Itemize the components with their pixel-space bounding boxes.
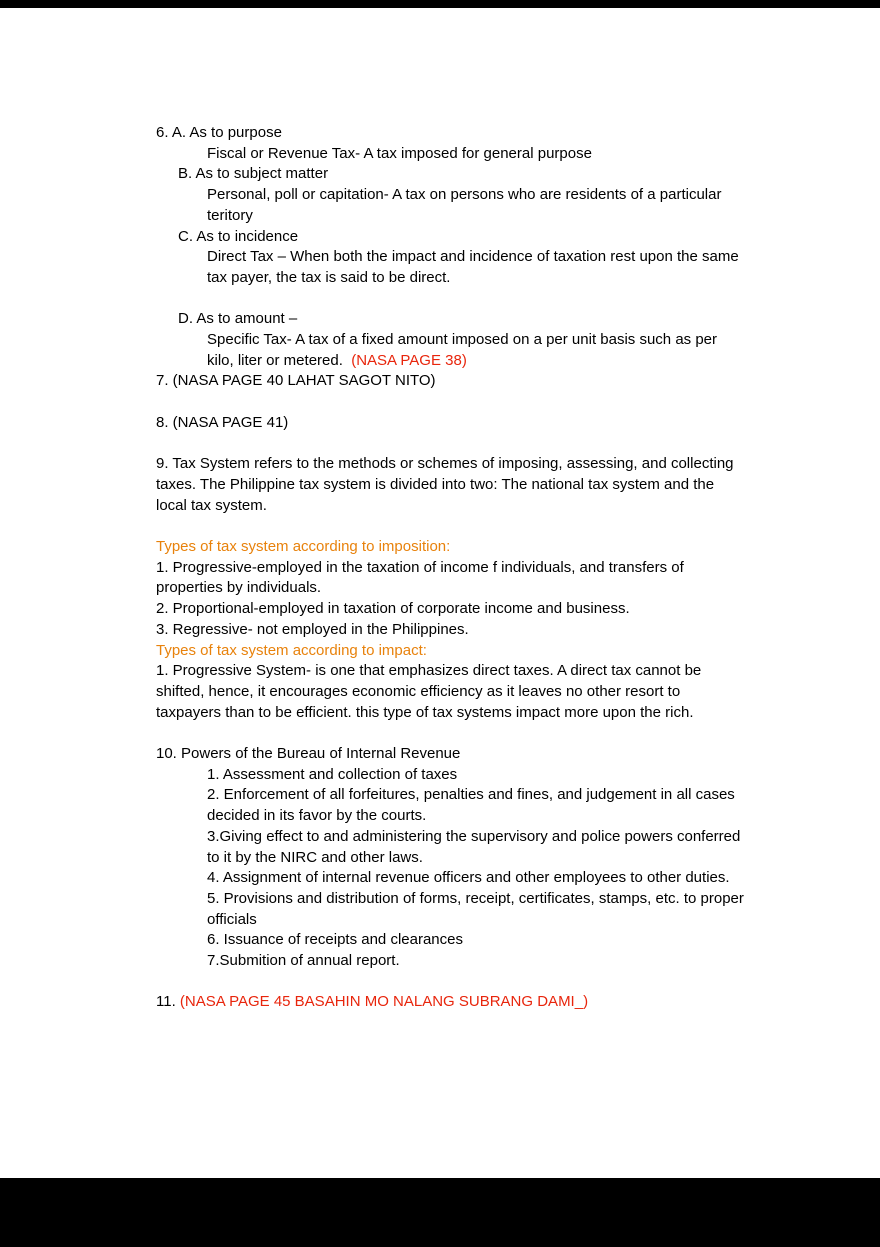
doc-line (156, 641, 840, 662)
doc-line (156, 496, 840, 517)
doc-line (156, 951, 840, 972)
text-segment: (NASA PAGE 38) (351, 351, 467, 369)
text-segment: 1. Progressive-employed in the taxation of income f individuals, and transfers of (156, 558, 684, 576)
doc-line (156, 827, 840, 848)
text-segment: 7. (NASA PAGE 40 LAHAT SAGOT NITO) (156, 372, 436, 390)
text-segment: C. As to incidence (178, 227, 299, 245)
doc-line (156, 351, 840, 372)
doc-line (156, 806, 840, 827)
doc-line (156, 123, 840, 144)
text-segment: 2. Enforcement of all forfeitures, penalties and fines, and judgement in all cases (207, 786, 735, 804)
text-segment: local tax system. (156, 496, 267, 514)
document-page (0, 8, 880, 1178)
doc-line (156, 516, 840, 537)
doc-line (156, 889, 840, 910)
doc-line (156, 972, 840, 993)
doc-line (156, 765, 840, 786)
doc-line (156, 703, 840, 724)
doc-line (156, 723, 840, 744)
text-segment: 7.Submition of annual report. (207, 952, 400, 970)
doc-line (156, 682, 840, 703)
text-segment: 3. Regressive- not employed in the Philippines. (156, 620, 469, 638)
text-segment: B. As to subject matter (178, 165, 329, 183)
doc-line (156, 661, 840, 682)
doc-line (156, 330, 840, 351)
doc-line (156, 227, 840, 248)
doc-line (156, 868, 840, 889)
doc-line (156, 164, 840, 185)
text-segment: D. As to amount – (178, 310, 298, 328)
text-segment: properties by individuals. (156, 579, 322, 597)
text-segment: kilo, liter or metered. (207, 351, 352, 369)
doc-line (156, 247, 840, 268)
doc-line (156, 848, 840, 869)
doc-line (156, 744, 840, 765)
text-segment: 11. (156, 993, 180, 1011)
text-segment: 8. (NASA PAGE 41) (156, 413, 289, 431)
top-letterbox (0, 0, 880, 8)
text-segment: teritory (207, 206, 253, 224)
doc-line (156, 392, 840, 413)
doc-line (156, 578, 840, 599)
text-segment: Specific Tax- A tax of a fixed amount imposed on a per unit basis such as per (207, 331, 718, 349)
text-segment: 5. Provisions and distribution of forms, receipt, certificates, stamps, etc. to proper (207, 889, 744, 907)
text-segment: 1. Assessment and collection of taxes (207, 765, 458, 783)
doc-line (156, 413, 840, 434)
bottom-letterbox (0, 1178, 880, 1247)
doc-line (156, 144, 840, 165)
text-segment: officials (207, 910, 257, 928)
doc-line (156, 930, 840, 951)
text-segment: 1. Progressive System- is one that emphasizes direct taxes. A direct tax cannot be (156, 662, 702, 680)
text-segment: 2. Proportional-employed in taxation of corporate income and business. (156, 600, 630, 618)
text-segment: tax payer, the tax is said to be direct. (207, 268, 451, 286)
doc-line (156, 992, 840, 1013)
text-segment: Fiscal or Revenue Tax- A tax imposed for general purpose (207, 144, 592, 162)
text-segment: shifted, hence, it encourages economic efficiency as it leaves no other resort to (156, 682, 681, 700)
text-segment: 10. Powers of the Bureau of Internal Revenue (156, 745, 461, 763)
text-segment: taxes. The Philippine tax system is divided into two: The national tax system and the (156, 475, 715, 493)
doc-line (156, 599, 840, 620)
text-segment: Types of tax system according to impact: (156, 641, 427, 659)
doc-line (156, 185, 840, 206)
doc-line (156, 537, 840, 558)
text-segment: 3.Giving effect to and administering the supervisory and police powers conferred (207, 827, 741, 845)
doc-line (156, 206, 840, 227)
doc-line (156, 309, 840, 330)
doc-line (156, 620, 840, 641)
text-segment: Direct Tax – When both the impact and incidence of taxation rest upon the same (207, 248, 739, 266)
doc-line (156, 910, 840, 931)
text-segment: 4. Assignment of internal revenue officers and other employees to other duties. (207, 869, 730, 887)
text-segment: Types of tax system according to imposition: (156, 538, 451, 555)
doc-line (156, 558, 840, 579)
text-segment: (NASA PAGE 45 BASAHIN MO NALANG SUBRANG DAMI_) (179, 993, 589, 1011)
text-segment: Personal, poll or capitation- A tax on persons who are residents of a particular (207, 186, 722, 204)
text-segment: decided in its favor by the courts. (207, 807, 427, 825)
doc-line (156, 454, 840, 475)
text-segment: taxpayers than to be efficient. this type of tax systems impact more upon the rich. (156, 703, 694, 721)
doc-line (156, 785, 840, 806)
text-segment: to it by the NIRC and other laws. (207, 848, 423, 866)
text-segment: 6. Issuance of receipts and clearances (207, 931, 463, 949)
text-segment: 6. A. As to purpose (156, 124, 282, 141)
doc-line (156, 475, 840, 496)
doc-line (156, 268, 840, 289)
doc-line (156, 434, 840, 455)
doc-line (156, 289, 840, 310)
doc-line (156, 371, 840, 392)
document-body (156, 123, 840, 1013)
text-segment: 9. Tax System refers to the methods or schemes of imposing, assessing, and collecting (156, 455, 734, 473)
